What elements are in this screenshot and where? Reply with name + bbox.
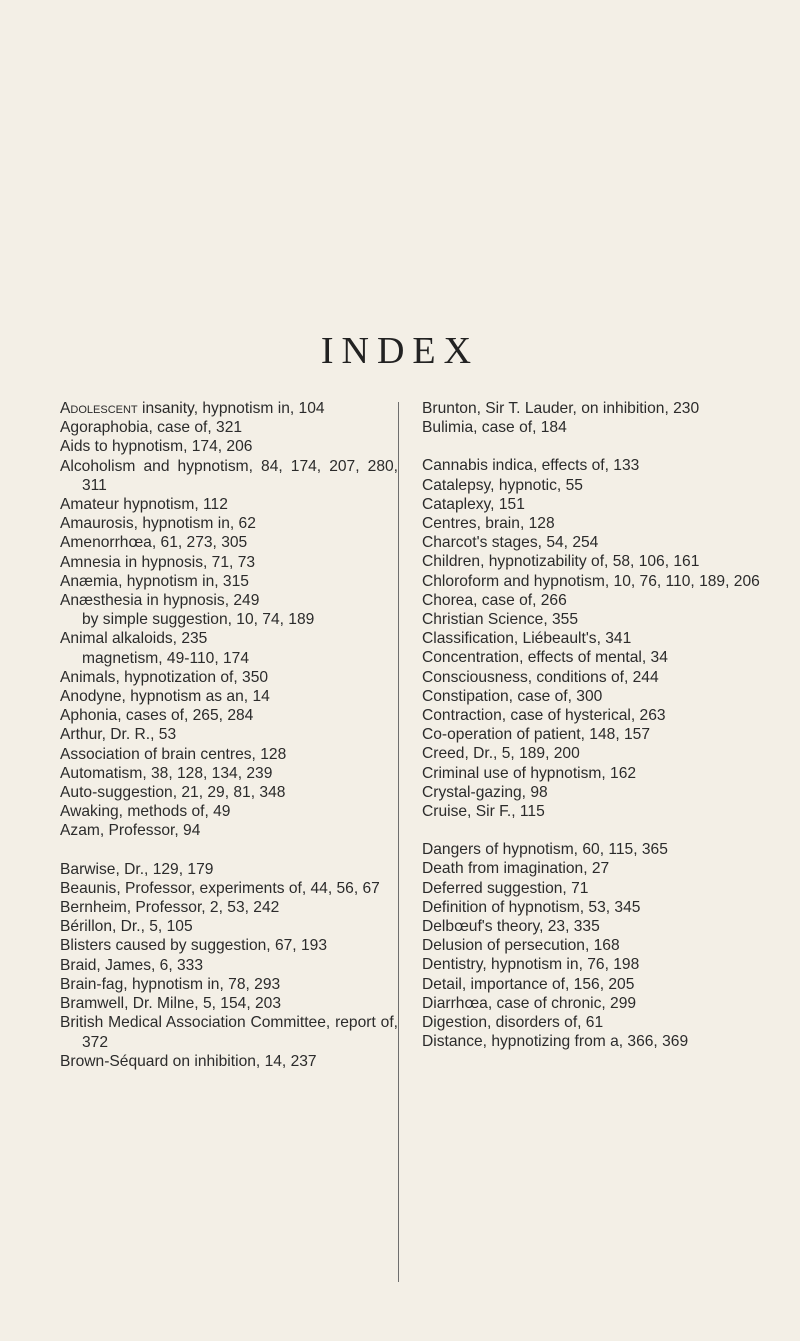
- index-entry: Deferred suggestion, 71: [422, 879, 589, 897]
- index-entry: Amenorrhœa, 61, 273, 305: [60, 534, 248, 552]
- page-title: INDEX: [320, 330, 480, 372]
- index-entry: Automatism, 38, 128, 134, 239: [60, 764, 273, 782]
- index-letter-group: [422, 399, 760, 437]
- index-entry: Creed, Dr., 5, 189, 200: [422, 745, 580, 763]
- index-entry: Amateur hypnotism, 112: [60, 496, 228, 514]
- index-entry: Crystal-gazing, 98: [422, 783, 548, 801]
- index-entry: Distance, hypnotizing from a, 366, 369: [422, 1033, 689, 1051]
- index-entry: Constipation, case of, 300: [422, 687, 603, 705]
- index-letter-group: [422, 456, 760, 821]
- index-entry: Criminal use of hypnotism, 162: [422, 764, 637, 782]
- index-entry: Chorea, case of, 266: [422, 591, 567, 609]
- index-entry: Bulimia, case of, 184: [422, 419, 567, 437]
- index-entry: Concentration, effects of mental, 34: [422, 649, 668, 667]
- index-column-right: [422, 399, 760, 1071]
- index-entry: Digestion, disorders of, 61: [422, 1014, 604, 1032]
- index-entry: Charcot's stages, 54, 254: [422, 534, 599, 552]
- index-entry: Catalepsy, hypnotic, 55: [422, 476, 583, 494]
- index-entry: Classification, Liébeault's, 341: [422, 630, 632, 648]
- index-entry: Animal alkaloids, 235: [60, 630, 208, 648]
- index-entry: Auto-suggestion, 21, 29, 81, 348: [60, 784, 286, 802]
- index-entry: Consciousness, conditions of, 244: [422, 668, 659, 686]
- column-divider: [398, 402, 399, 1282]
- index-entry: Animals, hypnotization of, 350: [60, 668, 269, 686]
- index-entry: Dangers of hypnotism, 60, 115, 365: [422, 841, 668, 859]
- index-entry: Arthur, Dr. R., 53: [60, 726, 177, 744]
- index-entry: Bérillon, Dr., 5, 105: [60, 918, 193, 936]
- index-entry: Contraction, case of hysterical, 263: [422, 707, 666, 725]
- index-entry: Awaking, methods of, 49: [60, 803, 231, 821]
- index-entry-lead: Adolescent: [60, 400, 138, 417]
- index-entry: Definition of hypnotism, 53, 345: [422, 898, 641, 916]
- index-entry: Cruise, Sir F., 115: [422, 803, 545, 821]
- index-entry: Agoraphobia, case of, 321: [60, 419, 243, 437]
- index-entry: Bernheim, Professor, 2, 53, 242: [60, 899, 280, 917]
- index-letter-group: [60, 860, 398, 1071]
- index-entry: Detail, importance of, 156, 205: [422, 975, 635, 993]
- index-subentry: by simple suggestion, 10, 74, 189: [82, 611, 315, 629]
- index-subentry: magnetism, 49-110, 174: [82, 649, 250, 667]
- index-entry: Centres, brain, 128: [422, 515, 555, 533]
- index-entry: Delbœuf's theory, 23, 335: [422, 918, 600, 936]
- index-entry: Blisters caused by suggestion, 67, 193: [60, 937, 327, 955]
- index-letter-group: [60, 399, 398, 841]
- index-entry: Amnesia in hypnosis, 71, 73: [60, 553, 256, 571]
- index-entry: Co-operation of patient, 148, 157: [422, 726, 651, 744]
- index-entry: Adolescent insanity, hypnotism in, 104: [60, 400, 325, 417]
- index-entry: Brown-Séquard on inhibition, 14, 237: [60, 1052, 317, 1070]
- index-entry: Azam, Professor, 94: [60, 822, 201, 840]
- index-entry: Brunton, Sir T. Lauder, on inhibition, 230: [422, 400, 700, 417]
- index-entry: Anæmia, hypnotism in, 315: [60, 572, 249, 590]
- index-entry: Braid, James, 6, 333: [60, 956, 204, 974]
- index-entry: Christian Science, 355: [422, 611, 579, 629]
- index-entry: Anodyne, hypnotism as an, 14: [60, 688, 270, 706]
- index-entry: Aids to hypnotism, 174, 206: [60, 438, 253, 456]
- index-entry: Bramwell, Dr. Milne, 5, 154, 203: [60, 995, 282, 1013]
- index-entry: British Medical Association Committee, report of, 372: [60, 1014, 398, 1051]
- index-entry: Cataplexy, 151: [422, 495, 525, 513]
- index-entry: Death from imagination, 27: [422, 860, 610, 878]
- index-entry: Chloroform and hypnotism, 10, 76, 110, 189, 206: [422, 572, 760, 590]
- index-entry: Alcoholism and hypnotism, 84, 174, 207, 280, 311: [60, 457, 398, 494]
- index-entry: Anæsthesia in hypnosis, 249: [60, 592, 260, 610]
- index-letter-group: [422, 840, 760, 1051]
- index-entry: Barwise, Dr., 129, 179: [60, 860, 214, 878]
- index-entry: Diarrhœa, case of chronic, 299: [422, 994, 637, 1012]
- index-entry: Children, hypnotizability of, 58, 106, 161: [422, 553, 700, 571]
- index-column-left: [60, 399, 398, 1090]
- index-entry: Aphonia, cases of, 265, 284: [60, 707, 254, 725]
- index-entry: Brain-fag, hypnotism in, 78, 293: [60, 975, 281, 993]
- index-entry: Cannabis indica, effects of, 133: [422, 457, 640, 475]
- index-entry: Beaunis, Professor, experiments of, 44, 56, 67: [60, 879, 380, 897]
- index-entry: Delusion of persecution, 168: [422, 937, 620, 955]
- index-entry: Dentistry, hypnotism in, 76, 198: [422, 956, 640, 974]
- index-entry: Association of brain centres, 128: [60, 745, 287, 763]
- index-entry: Amaurosis, hypnotism in, 62: [60, 515, 256, 533]
